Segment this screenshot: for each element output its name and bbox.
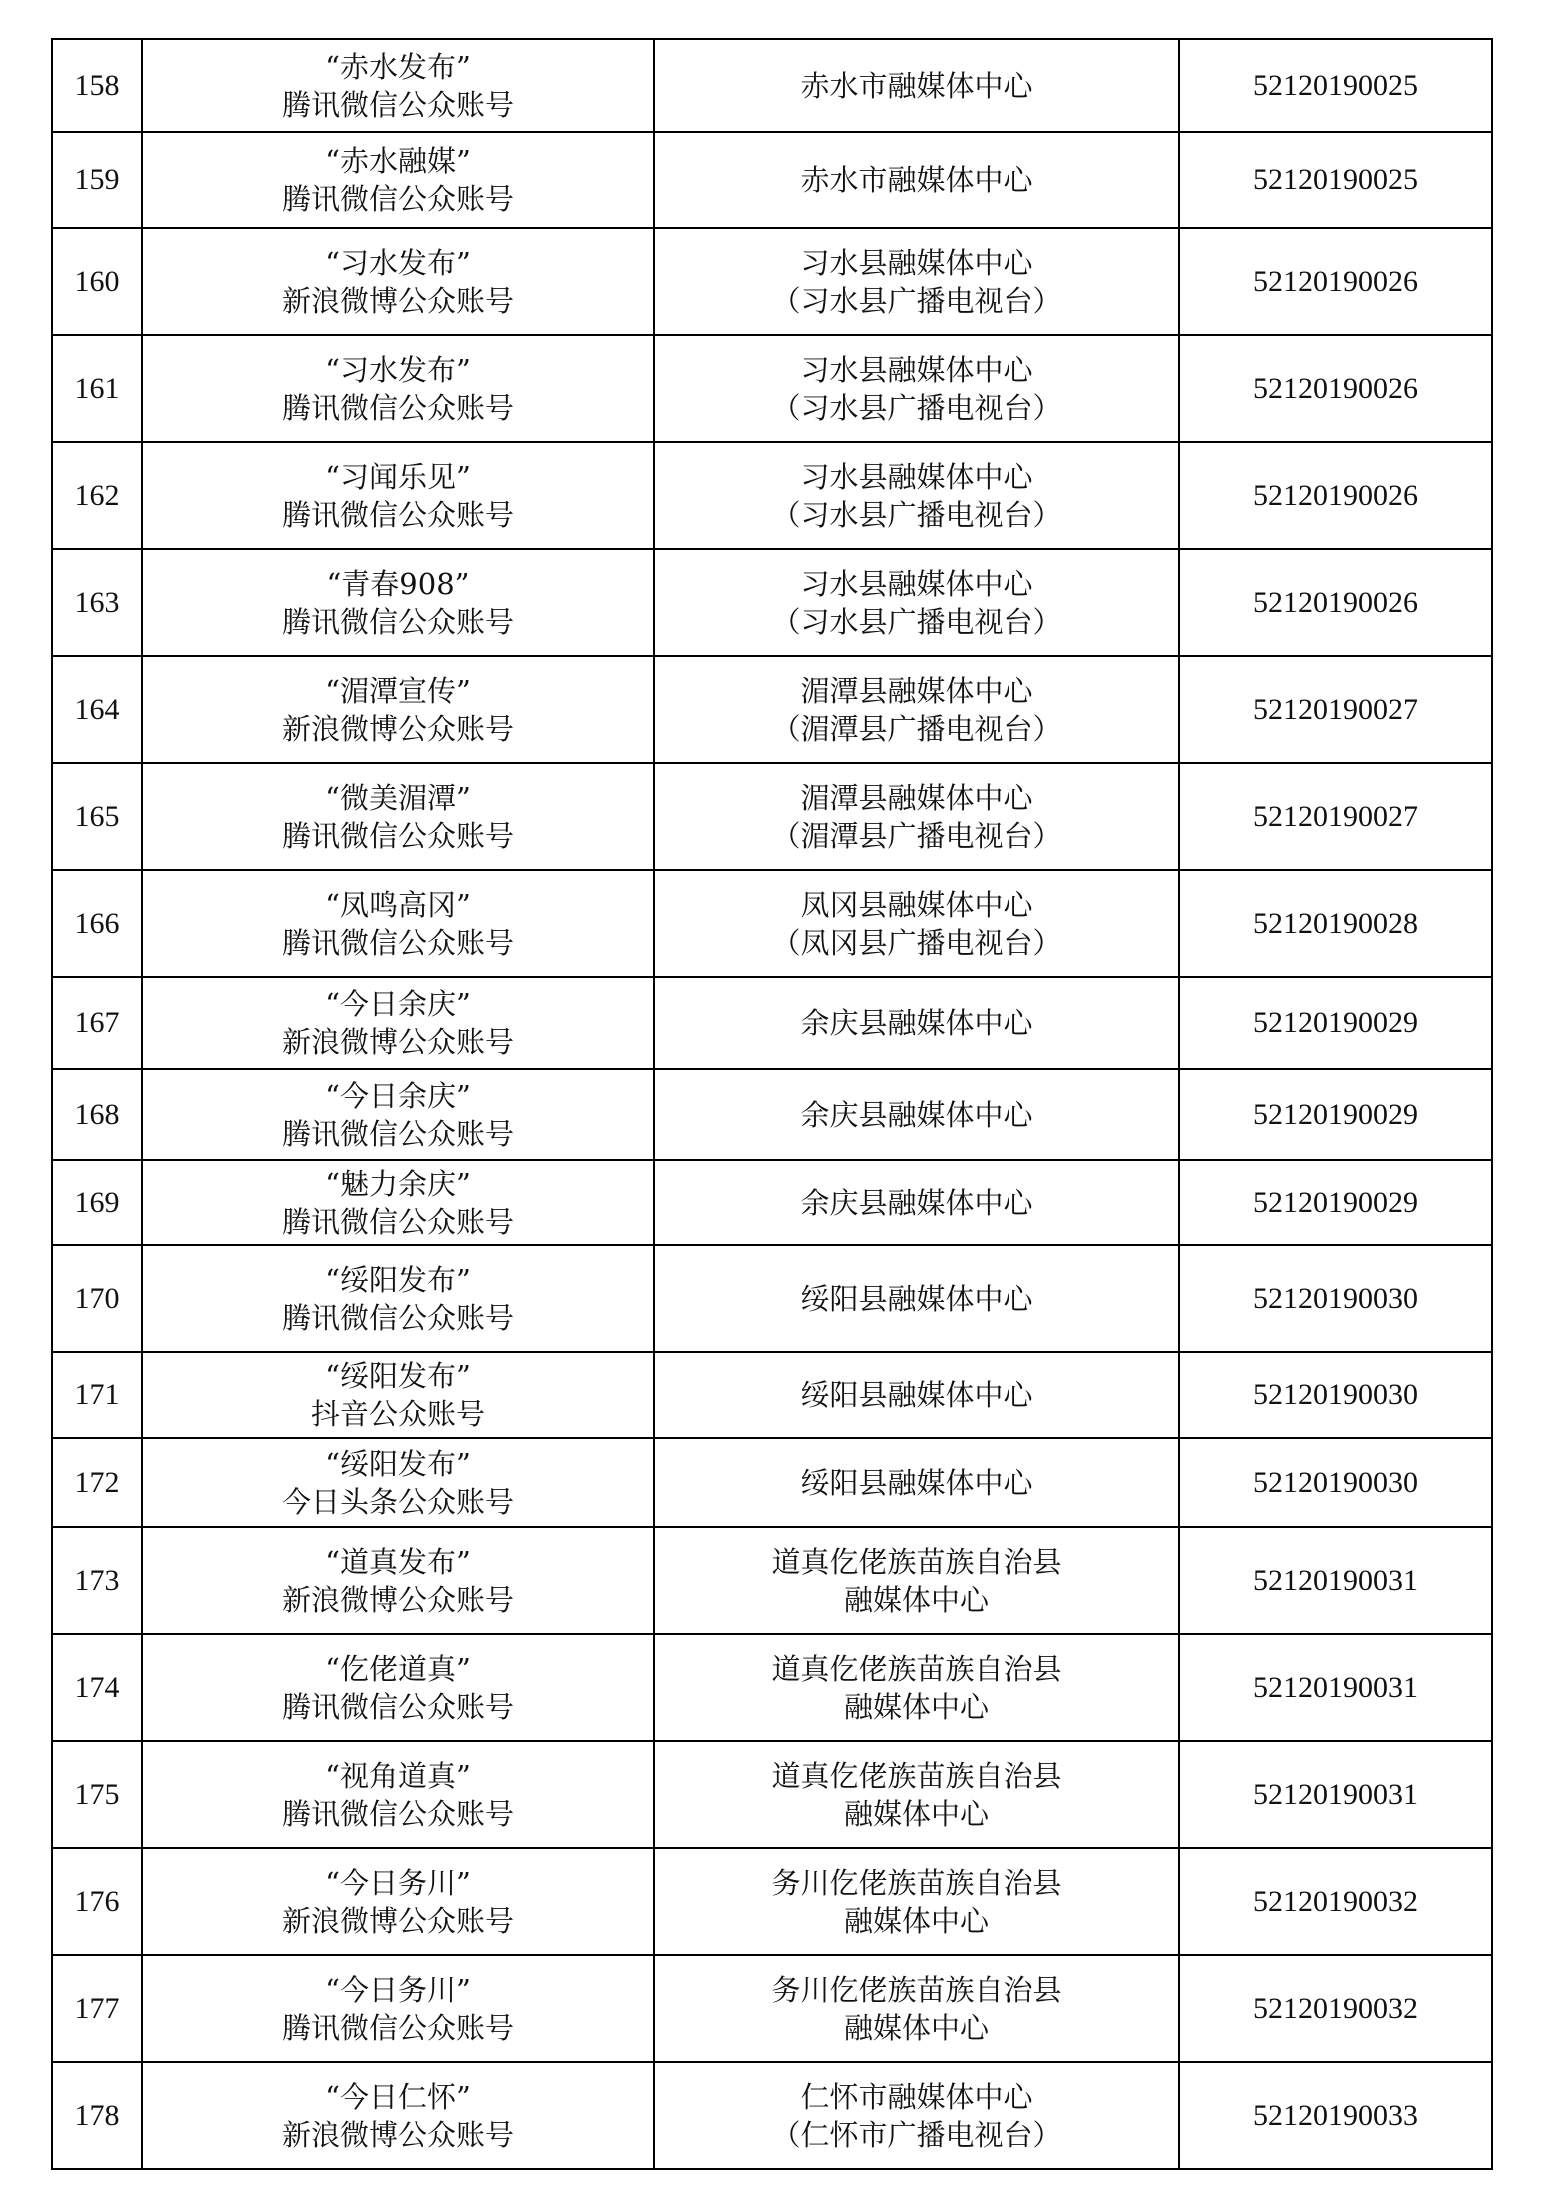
account-name: “仡佬道真”: [325, 1651, 471, 1686]
license-code: 52120190026: [1179, 442, 1492, 549]
organization-line: 道真仡佬族苗族自治县: [771, 1651, 1062, 1686]
organization-line: 余庆县融媒体中心: [800, 1006, 1033, 1040]
organization-line: 凤冈县融媒体中心: [800, 887, 1033, 922]
account-platform: 腾讯微信公众账号: [281, 1796, 514, 1831]
organization-cell: [654, 763, 1179, 870]
organization-line: 绥阳县融媒体中心: [800, 1378, 1033, 1412]
row-number: 176: [52, 1848, 142, 1955]
table-row: [52, 1160, 1492, 1245]
account-name: “湄潭宣传”: [325, 673, 471, 708]
organization-line: 融媒体中心: [843, 1796, 989, 1831]
account-name: “今日余庆”: [325, 1078, 471, 1113]
organization-line: 道真仡佬族苗族自治县: [771, 1544, 1062, 1579]
row-number: 177: [52, 1955, 142, 2062]
account-name: “今日务川”: [325, 1972, 471, 2007]
organization-cell: [654, 1438, 1179, 1527]
account-name: “赤水发布”: [325, 49, 471, 84]
license-code: 52120190029: [1179, 977, 1492, 1069]
account-platform: 腾讯微信公众账号: [281, 87, 514, 122]
account-platform: 腾讯微信公众账号: [281, 182, 514, 216]
license-code: 52120190033: [1179, 2062, 1492, 2169]
organization-line: （习水县广播电视台）: [771, 390, 1062, 425]
account-cell: [142, 549, 654, 656]
organization-cell: [654, 549, 1179, 656]
organization-cell: [654, 870, 1179, 977]
account-cell: [142, 1352, 654, 1438]
account-cell: [142, 870, 654, 977]
organization-line: 融媒体中心: [843, 1903, 989, 1938]
organization-cell: [654, 977, 1179, 1069]
row-number: 174: [52, 1634, 142, 1741]
organization-cell: [654, 2062, 1179, 2169]
organization-line: 融媒体中心: [843, 2010, 989, 2045]
table-row: [52, 1955, 1492, 2062]
row-number: 169: [52, 1160, 142, 1245]
license-code: 52120190030: [1179, 1438, 1492, 1527]
account-platform: 腾讯微信公众账号: [281, 1689, 514, 1724]
table-row: [52, 1438, 1492, 1527]
organization-line: 习水县融媒体中心: [800, 566, 1033, 601]
account-name: “今日务川”: [325, 1865, 471, 1900]
organization-cell: [654, 1160, 1179, 1245]
table-row: [52, 39, 1492, 132]
account-name: “道真发布”: [325, 1544, 471, 1579]
organization-line: 湄潭县融媒体中心: [800, 780, 1033, 815]
license-code: 52120190029: [1179, 1160, 1492, 1245]
account-cell: [142, 1848, 654, 1955]
row-number: 178: [52, 2062, 142, 2169]
table-row: [52, 1352, 1492, 1438]
license-code: 52120190032: [1179, 1955, 1492, 2062]
account-platform: 新浪微博公众账号: [281, 1582, 514, 1617]
row-number: 160: [52, 228, 142, 335]
row-number: 172: [52, 1438, 142, 1527]
license-code: 52120190029: [1179, 1069, 1492, 1160]
row-number: 164: [52, 656, 142, 763]
row-number: 165: [52, 763, 142, 870]
account-platform: 腾讯微信公众账号: [281, 1116, 514, 1151]
account-cell: [142, 1741, 654, 1848]
account-name: “绥阳发布”: [325, 1446, 471, 1481]
organization-cell: [654, 656, 1179, 763]
row-number: 175: [52, 1741, 142, 1848]
organization-line: 湄潭县融媒体中心: [800, 673, 1033, 708]
license-code: 52120190025: [1179, 39, 1492, 132]
account-platform: 腾讯微信公众账号: [281, 604, 514, 639]
license-code: 52120190030: [1179, 1352, 1492, 1438]
organization-line: （习水县广播电视台）: [771, 497, 1062, 532]
organization-line: 绥阳县融媒体中心: [800, 1281, 1033, 1316]
license-code: 52120190026: [1179, 549, 1492, 656]
account-cell: [142, 1955, 654, 2062]
account-name: “习闻乐见”: [325, 459, 471, 494]
account-cell: [142, 1527, 654, 1634]
organization-cell: [654, 1352, 1179, 1438]
license-code: 52120190032: [1179, 1848, 1492, 1955]
organization-cell: [654, 1741, 1179, 1848]
account-platform: 腾讯微信公众账号: [281, 1300, 514, 1335]
license-code: 52120190026: [1179, 335, 1492, 442]
account-cell: [142, 1438, 654, 1527]
account-cell: [142, 2062, 654, 2169]
account-platform: 腾讯微信公众账号: [281, 2010, 514, 2045]
organization-cell: [654, 228, 1179, 335]
account-cell: [142, 1160, 654, 1245]
account-name: “魅力余庆”: [325, 1166, 471, 1201]
organization-line: 仁怀市融媒体中心: [800, 2079, 1033, 2114]
account-platform: 腾讯微信公众账号: [281, 497, 514, 532]
table-row: [52, 763, 1492, 870]
account-name: “今日仁怀”: [325, 2079, 471, 2114]
account-cell: [142, 977, 654, 1069]
organization-line: 赤水市融媒体中心: [800, 163, 1033, 197]
row-number: 166: [52, 870, 142, 977]
license-code: 52120190028: [1179, 870, 1492, 977]
license-code: 52120190027: [1179, 763, 1492, 870]
account-name: “视角道真”: [325, 1758, 471, 1793]
organization-cell: [654, 1955, 1179, 2062]
table-row: [52, 335, 1492, 442]
account-platform: 今日头条公众账号: [281, 1484, 514, 1519]
license-code: 52120190027: [1179, 656, 1492, 763]
account-platform: 腾讯微信公众账号: [281, 390, 514, 425]
account-platform: 腾讯微信公众账号: [281, 1204, 514, 1239]
organization-line: （湄潭县广播电视台）: [771, 711, 1062, 746]
organization-line: 绥阳县融媒体中心: [800, 1465, 1033, 1500]
account-platform: 抖音公众账号: [310, 1397, 485, 1431]
account-name: “凤鸣高冈”: [325, 887, 471, 922]
row-number: 161: [52, 335, 142, 442]
organization-line: （习水县广播电视台）: [771, 604, 1062, 639]
organization-cell: [654, 1848, 1179, 1955]
organization-line: （习水县广播电视台）: [771, 283, 1062, 318]
organization-line: 融媒体中心: [843, 1582, 989, 1617]
table-row: [52, 228, 1492, 335]
row-number: 158: [52, 39, 142, 132]
table-row: [52, 1634, 1492, 1741]
registry-table: [51, 38, 1493, 2170]
row-number: 163: [52, 549, 142, 656]
account-platform: 新浪微博公众账号: [281, 1025, 514, 1059]
table-row: [52, 1069, 1492, 1160]
row-number: 168: [52, 1069, 142, 1160]
account-platform: 新浪微博公众账号: [281, 283, 514, 318]
organization-cell: [654, 39, 1179, 132]
organization-line: 习水县融媒体中心: [800, 459, 1033, 494]
license-code: 52120190031: [1179, 1741, 1492, 1848]
organization-line: （仁怀市广播电视台）: [771, 2117, 1062, 2152]
license-code: 52120190026: [1179, 228, 1492, 335]
table-row: [52, 656, 1492, 763]
organization-cell: [654, 1245, 1179, 1352]
account-name: “习水发布”: [325, 245, 471, 280]
table-row: [52, 1741, 1492, 1848]
organization-line: 赤水市融媒体中心: [800, 68, 1033, 103]
account-cell: [142, 39, 654, 132]
account-cell: [142, 656, 654, 763]
account-name: “微美湄潭”: [325, 780, 471, 815]
license-code: 52120190030: [1179, 1245, 1492, 1352]
row-number: 167: [52, 977, 142, 1069]
account-cell: [142, 132, 654, 228]
table-body: [52, 39, 1492, 2169]
organization-cell: [654, 442, 1179, 549]
table-row: [52, 1848, 1492, 1955]
organization-line: 务川仡佬族苗族自治县: [771, 1972, 1062, 2007]
organization-cell: [654, 335, 1179, 442]
account-cell: [142, 442, 654, 549]
table-row: [52, 977, 1492, 1069]
account-platform: 腾讯微信公众账号: [281, 925, 514, 960]
row-number: 171: [52, 1352, 142, 1438]
account-name: “赤水融媒”: [325, 144, 471, 178]
organization-cell: [654, 132, 1179, 228]
account-platform: 腾讯微信公众账号: [281, 818, 514, 853]
organization-line: 融媒体中心: [843, 1689, 989, 1724]
table-row: [52, 1527, 1492, 1634]
account-name: “青春908”: [326, 566, 470, 601]
account-cell: [142, 335, 654, 442]
account-cell: [142, 1069, 654, 1160]
account-cell: [142, 1245, 654, 1352]
license-code: 52120190025: [1179, 132, 1492, 228]
row-number: 170: [52, 1245, 142, 1352]
table-row: [52, 442, 1492, 549]
organization-line: 务川仡佬族苗族自治县: [771, 1865, 1062, 1900]
table-row: [52, 1245, 1492, 1352]
account-platform: 新浪微博公众账号: [281, 711, 514, 746]
license-code: 52120190031: [1179, 1527, 1492, 1634]
account-cell: [142, 1634, 654, 1741]
organization-line: 习水县融媒体中心: [800, 352, 1033, 387]
table-row: [52, 549, 1492, 656]
account-name: “今日余庆”: [325, 987, 471, 1021]
row-number: 173: [52, 1527, 142, 1634]
account-cell: [142, 763, 654, 870]
organization-cell: [654, 1527, 1179, 1634]
row-number: 159: [52, 132, 142, 228]
account-name: “绥阳发布”: [325, 1262, 471, 1297]
account-platform: 新浪微博公众账号: [281, 1903, 514, 1938]
organization-cell: [654, 1069, 1179, 1160]
organization-line: 余庆县融媒体中心: [800, 1097, 1033, 1132]
row-number: 162: [52, 442, 142, 549]
organization-line: （湄潭县广播电视台）: [771, 818, 1062, 853]
table-row: [52, 2062, 1492, 2169]
organization-line: （凤冈县广播电视台）: [771, 925, 1062, 960]
account-name: “绥阳发布”: [325, 1359, 471, 1393]
organization-line: 习水县融媒体中心: [800, 245, 1033, 280]
account-platform: 新浪微博公众账号: [281, 2117, 514, 2152]
table-row: [52, 870, 1492, 977]
organization-line: 余庆县融媒体中心: [800, 1185, 1033, 1220]
organization-line: 道真仡佬族苗族自治县: [771, 1758, 1062, 1793]
account-name: “习水发布”: [325, 352, 471, 387]
organization-cell: [654, 1634, 1179, 1741]
license-code: 52120190031: [1179, 1634, 1492, 1741]
account-cell: [142, 228, 654, 335]
table-row: [52, 132, 1492, 228]
